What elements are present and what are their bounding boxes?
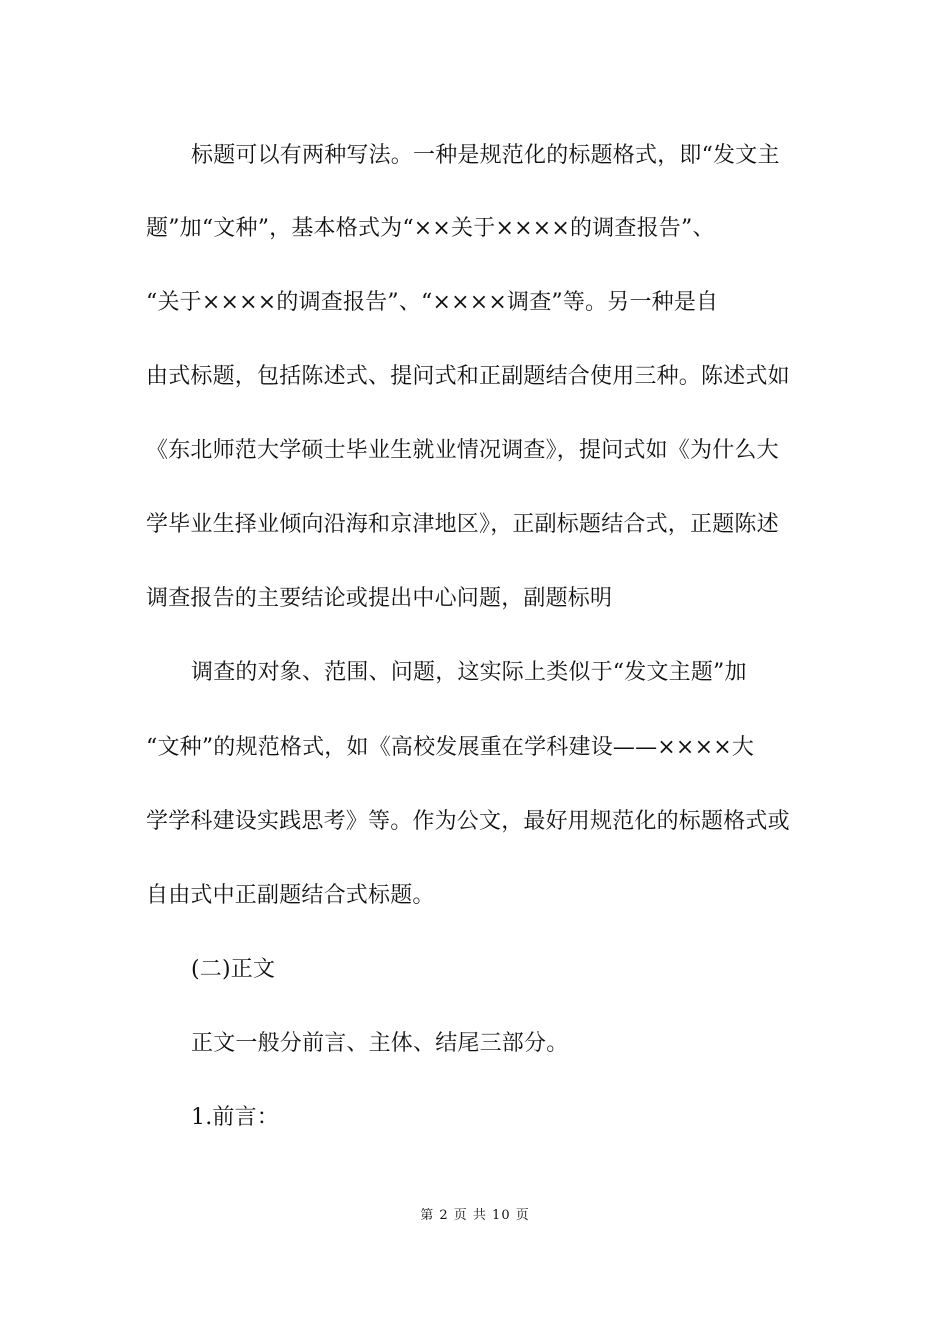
body-line-10: 学学科建设实践思考》等。作为公文，最好用规范化的标题格式或 <box>146 809 790 834</box>
body-line-4: 由式标题，包括陈述式、提问式和正副题结合使用三种。陈述式如 <box>146 364 790 389</box>
body-line-7: 调查报告的主要结论或提出中心问题，副题标明 <box>146 586 613 611</box>
body-line-13: 正文一般分前言、主体、结尾三部分。 <box>191 1031 569 1056</box>
subsection-heading-preface: 1.前言： <box>191 1105 279 1130</box>
body-line-8: 调查的对象、范围、问题，这实际上类似于“发文主题”加 <box>191 660 747 685</box>
body-line-11: 自由式中正副题结合式标题。 <box>146 883 435 908</box>
body-line-3: “关于××××的调查报告”、“××××调查”等。另一种是自 <box>146 290 719 315</box>
section-heading-body: (二)正文 <box>191 957 276 982</box>
body-line-1: 标题可以有两种写法。一种是规范化的标题格式，即“发文主 <box>191 143 780 168</box>
body-line-5: 《东北师范大学硕士毕业生就业情况调查》，提问式如《为什么大 <box>146 438 779 463</box>
body-line-6: 学毕业生择业倾向沿海和京津地区》，正副标题结合式，正题陈述 <box>146 512 779 537</box>
page-number-footer: 第 2 页 共 10 页 <box>420 1208 530 1223</box>
body-line-2: 题”加“文种”，基本格式为“××关于××××的调查报告”、 <box>146 216 715 241</box>
body-line-9: “文种”的规范格式，如《高校发展重在学科建设——××××大 <box>146 735 755 760</box>
